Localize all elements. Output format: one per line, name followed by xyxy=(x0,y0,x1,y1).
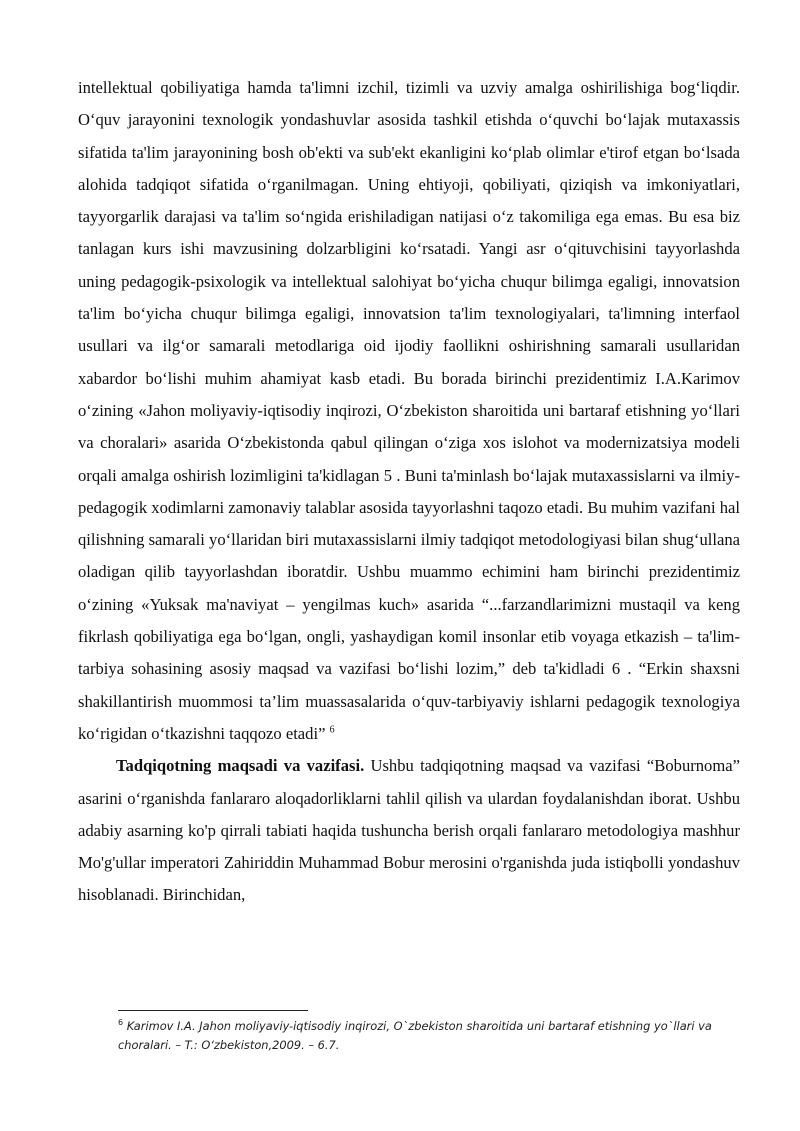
body-text xyxy=(78,72,740,912)
footnote xyxy=(118,1017,738,1055)
paragraph-1 xyxy=(78,72,740,750)
paragraph-2 xyxy=(78,750,740,911)
section-heading: Tadqiqotning maqsadi va vazifasi. xyxy=(116,756,365,776)
footnote-text: Karimov I.A. Jahon moliyaviy-iqtisodiy inqirozi, O`zbekiston sharoitida uni bartaraf etishning yo`llari va choralari. – T.: O‘zbekiston,2009. – 6.7. xyxy=(118,1019,712,1052)
footnote-number: 6 xyxy=(118,1018,124,1028)
footnote-reference: 6 xyxy=(329,724,335,736)
paragraph-2-text: Ushbu tadqiqotning maqsad va vazifasi “Boburnoma” asarini o‘rganishda fanlararo aloqadorliklarni tahlil qilish va ulardan foydalanishdan iborat. Ushbu adabiy asarning ko'p qirrali tabiati haqida tushuncha berish orqali fanlararo metodologiya mashhur Mo'g'ullar imperatori Zahiriddin Muhammad Bobur merosini o'rganishda juda istiqbolli yondashuv hisoblanadi. Birinchidan, xyxy=(78,756,740,905)
footnote-separator xyxy=(118,1010,308,1011)
paragraph-1-text: intellektual qobiliyatiga hamda ta'limni izchil, tizimli va uzviy amalga oshirilishiga bog‘liqdir. O‘quv jarayonini texnologik yondashuvlar asosida tashkil etishda o‘quvchi bo‘lajak mutaxassis sifatida ta'lim jarayonining bosh ob'ekti va sub'ekt ekanligini ko‘plab olimlar e'tirof etgan bo‘lsada alohida tadqiqot sifatida o‘rganilmagan. Uning ehtiyoji, qobiliyati, qiziqish va imkoniyatlari, tayyorgarlik darajasi va ta'lim so‘ngida erishiladigan natijasi o‘z takomiliga ega emas. Bu esa biz tanlagan kurs ishi mavzusining dolzarbligini ko‘rsatadi. Yangi asr o‘qituvchisini tayyorlashda uning pedagogik-psixologik va intellektual salohiyat bo‘yicha chuqur bilimga egaligi, innovatsion ta'lim bo‘yicha chuqur bilimga egaligi, innovatsion ta'lim texnologiyalari, ta'limning interfaol usullari va ilg‘or samarali metodlariga oid ijodiy faollikni oshirishning samarali usullaridan xabardor bo‘lishi muhim ahamiyat kasb etadi. Bu borada birinchi prezidentimiz I.A.Karimov o‘zining «Jahon moliyaviy-iqtisodiy inqirozi, O‘zbekiston sharoitida uni bartaraf etishning yo‘llari va choralari» asarida O‘zbekistonda qabul qilingan o‘ziga xos islohot va modernizatsiya modeli orqali amalga oshirish lozimligini ta'kidlagan 5 . Buni ta'minlash bo‘lajak mutaxassislarni va ilmiy-pedagogik xodimlarni zamonaviy talablar asosida tayyorlashni taqozo etadi. Bu muhim vazifani hal qilishning samarali yo‘llaridan biri mutaxassislarni ilmiy tadqiqot metodologiyasi bilan shug‘ullana oladigan qilib tayyorlashdan iboratdir. Ushbu muammo echimini ham birinchi prezidentimiz o‘zining «Yuksak ma'naviyat – yengilmas kuch» asarida “...farzandlarimizni mustaqil va keng fikrlash qobiliyatiga ega bo‘lgan, ongli, yashaydigan komil insonlar etib voyaga etkazish – ta'lim-tarbiya sohasining asosiy maqsad va vazifasi bo‘lishi lozim,” deb ta'kidladi 6 . “Erkin shaxsni shakillantirish muommosi ta’lim muassasalarida o‘quv-tarbiyaviy ishlarni pedagogik texnologiya ko‘rigidan o‘tkazishni taqqozo etadi” xyxy=(78,78,740,743)
